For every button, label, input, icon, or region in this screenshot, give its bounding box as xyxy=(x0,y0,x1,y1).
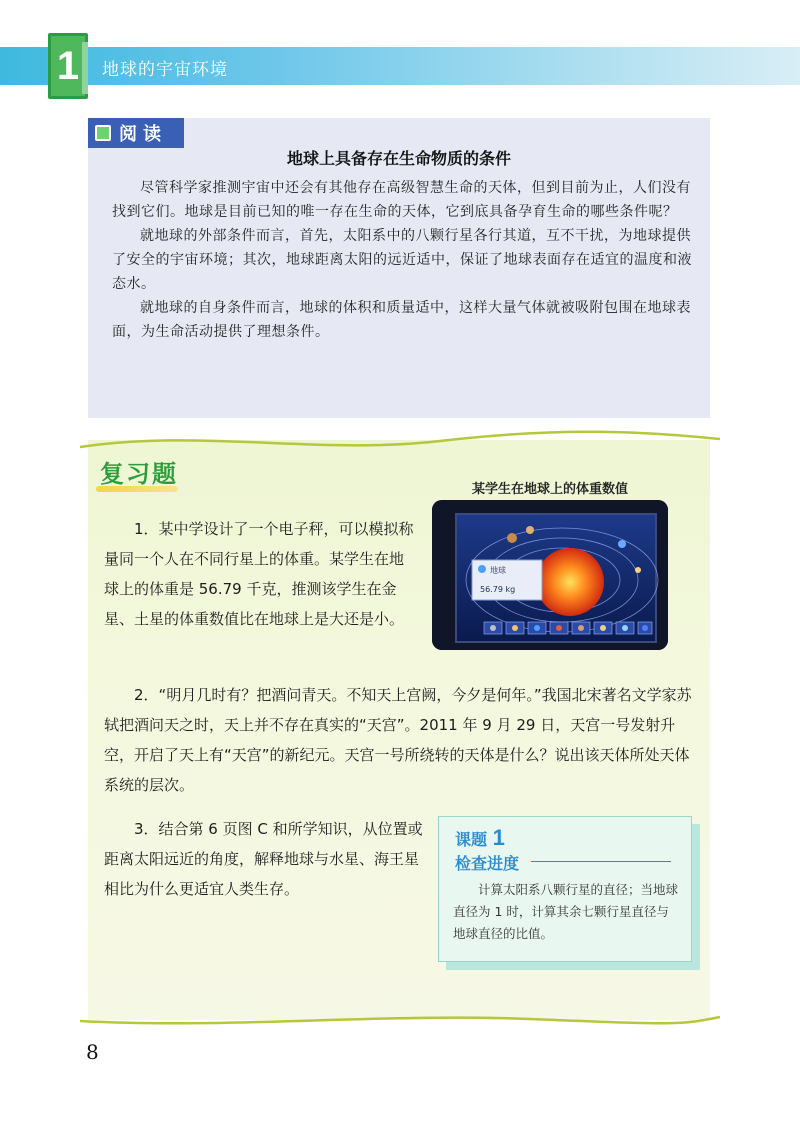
reading-tag xyxy=(88,118,184,148)
wave-divider-bottom xyxy=(80,1005,720,1035)
review-heading: 复习题 xyxy=(100,460,178,488)
reading-body xyxy=(112,176,692,344)
question-text: 2．“明月几时有？把酒问青天。不知天上宫阙，今夕是何年。”我国北宋著名文学家苏轼把酒问天之时，天上并不存在真实的“天宫”。2011 年 9 月 29 日，天宫一号发射升空，开启了天上有“天宫”的新纪元。天宫一号所绕转的天体是什么？说出该天体所处天体系统的层次。 xyxy=(104,686,692,794)
review-question-3 xyxy=(104,814,424,904)
project-progress-box xyxy=(438,816,692,962)
question-text: 1．某中学设计了一个电子秤，可以模拟称量同一个人在不同行星上的体重。某学生在地球上的体重是 56.79 千克，推测该学生在金星、土星的体重数值比在地球上是大还是小。 xyxy=(104,520,414,628)
screen-weight-value: 56.79 kg xyxy=(480,585,516,594)
question-text: 3．结合第 6 页图 C 和所学知识，从位置或距离太阳远近的角度，解释地球与水星、海王星相比为什么更适宜人类生存。 xyxy=(104,820,423,898)
project-label-text: 课题 xyxy=(455,830,488,849)
photo-caption: 某学生在地球上的体重数值 xyxy=(471,482,628,497)
project-rule-line xyxy=(531,861,671,862)
chapter-title: 地球的宇宙环境 xyxy=(102,60,228,80)
project-subtitle: 检查进度 xyxy=(455,854,520,873)
sun-illustration xyxy=(536,548,604,616)
reading-section xyxy=(88,118,710,418)
project-text: 计算太阳系八颗行星的直径；当地球直径为 1 时，计算其余七颗行星直径与地球直径的比值。 xyxy=(453,882,679,941)
chapter-number-box xyxy=(48,33,88,99)
project-label xyxy=(455,825,505,851)
screen-label: 地球 xyxy=(490,566,506,575)
chapter-number: 1 xyxy=(56,44,80,88)
review-question-2 xyxy=(104,680,704,800)
reading-paragraph: 就地球的外部条件而言，首先，太阳系中的八颗行星各行其道，互不干扰，为地球提供了安全的宇宙环境；其次，地球距离太阳的远近适中，保证了地球表面存在适宜的温度和液态水。 xyxy=(112,228,692,292)
page-number: 8 xyxy=(86,1040,99,1064)
project-number: 1 xyxy=(492,825,505,850)
earth-icon xyxy=(478,565,486,573)
electronic-scale-photo xyxy=(432,500,668,650)
reading-title: 地球上具备存在生命物质的条件 xyxy=(286,149,511,168)
reading-paragraph: 尽管科学家推测宇宙中还会有其他存在高级智慧生命的天体，但到目前为止，人们没有找到它们。地球是目前已知的唯一存在生命的天体，它到底具备孕育生命的哪些条件呢？ xyxy=(112,180,691,220)
reading-tag-label: 阅读 xyxy=(119,124,167,145)
book-icon xyxy=(95,125,111,141)
review-question-1 xyxy=(104,514,416,634)
reading-paragraph: 就地球的自身条件而言，地球的体积和质量适中，这样大量气体就被吸附包围在地球表面，为生命活动提供了理想条件。 xyxy=(112,300,691,340)
